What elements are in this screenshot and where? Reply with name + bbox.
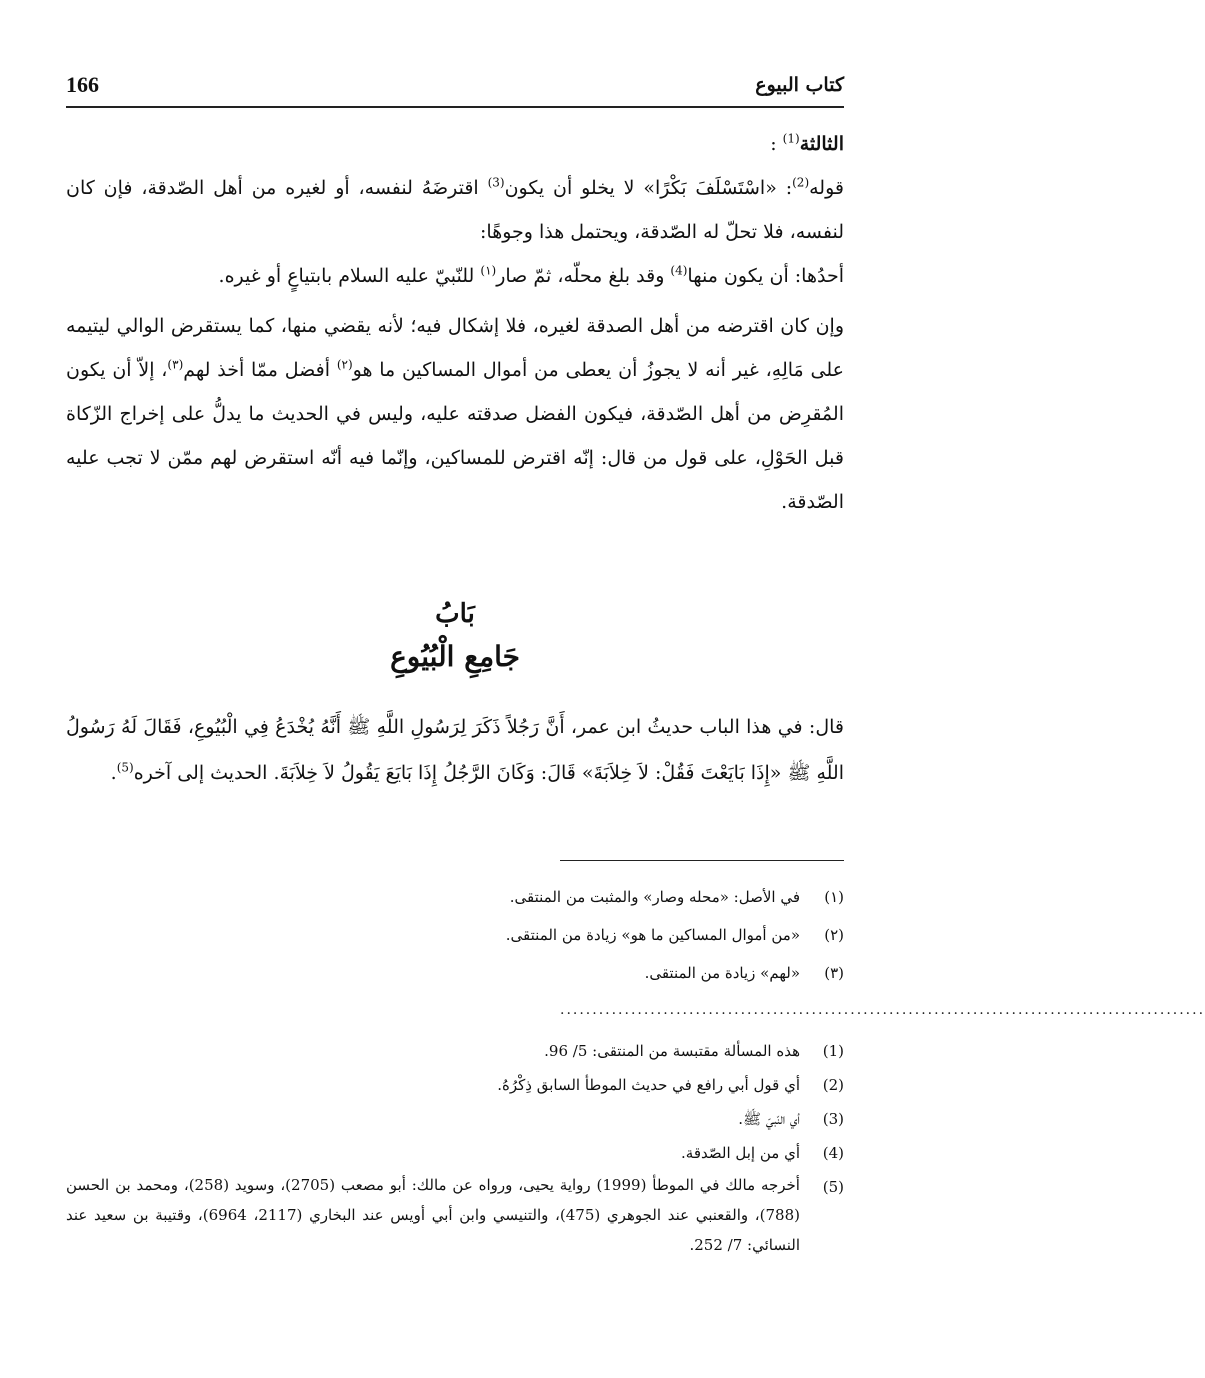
text-run: ، إلاّ أن يكون المُقرِض من أهل الصّدقة، فيكون الفضل صدقته عليه، وليس في الحديث ما يدلُّ على إخراج الزّكاة قبل الحَوْلِ، على قول من قال: إنّه اقترض للمساكين، وإنّما فيه أنّه استقرض لهم ممّن لا تجب عليه الصّدقة. (66, 359, 844, 513)
footnote-number: (5) (822, 1178, 844, 1196)
footnote-ref: (1) (782, 131, 800, 146)
text-run: قوله (809, 177, 844, 199)
footnote-text: أي من إبل الصّدقة. (681, 1144, 800, 1162)
footnote-text: أخرجه مالك في الموطأ (1999) رواية يحيى، ورواه عن مالك: أبو مصعب (2705)، وسويد (258)، ومحمد بن الحسن (788)، والقعنبي عند الجوهري (475)، والتنيسي وابن أبي أويس عند البخاري (2117، 6964)، وقتيبة بن سعيد عند النسائي: 7/ 252. (66, 1176, 800, 1254)
chapter-kind: بَابُ (435, 599, 475, 629)
hadith-text (66, 704, 844, 796)
chapter-heading (66, 594, 844, 680)
footnote-number: (٢) (824, 926, 844, 944)
footnote-number: (1) (822, 1042, 844, 1060)
footnote-text: في الأصل: «محله وصار» والمثبت من المنتقى. (509, 888, 800, 906)
text-run: : «اسْتَسْلَفَ بَكْرًا» لا يخلو أن يكون (504, 177, 793, 199)
text-run: وقد بلغ محلّه، ثمّ صار (496, 265, 671, 287)
footnote-item (66, 1170, 844, 1260)
section-heading (66, 122, 844, 166)
chapter-title: جَامِعِ الْبُيُوعِ (390, 640, 520, 673)
paragraph-2 (66, 254, 844, 298)
dotted-separator: .................................................................................................... (560, 1002, 1205, 1018)
footnote-ref: (٣) (167, 357, 184, 372)
text-run: . (110, 762, 117, 784)
paragraph-1 (66, 166, 844, 254)
text-run: اقترضَهُ لنفسه، أو لغيره من أهل الصّدقة، فإن كان لنفسه، فلا تحلّ له الصّدقة، ويحتمل هذا وجوهًا: (66, 177, 844, 243)
footnote-ref: (3) (487, 175, 505, 190)
footnote-number: (4) (822, 1144, 844, 1162)
footnote-ref: (4) (670, 263, 688, 278)
footnote-number: (١) (824, 888, 844, 906)
footnote-ref: (5) (116, 760, 134, 775)
footnote-item (66, 1136, 844, 1170)
footnote-separator (560, 860, 844, 861)
footnote-text: «من أموال المساكين ما هو» زيادة من المنتقى. (505, 926, 800, 944)
text-run: وإن كان اقترضه من أهل الصدقة لغيره، فلا إشكال فيه؛ لأنه يقضي منها، كما يستقرض الوالي ليتيمه على مَالِهِ، غير أنه لا يجوزُ أن يعطى من أموال المساكين ما هو (66, 315, 844, 381)
text-run: أحدُها: أن يكون منها (687, 265, 844, 287)
text-run: للنّبيّ عليه السلام بابتياعٍ أو غيره. (218, 265, 481, 287)
section-colon: : (770, 133, 777, 155)
footnote-item (66, 1034, 844, 1068)
editor-footnotes (66, 878, 844, 992)
footnote-item (66, 1068, 844, 1102)
footnote-item (66, 1102, 844, 1136)
footnote-ref: (١) (480, 263, 497, 278)
text-run: أفضل ممّا أخذ لهم (183, 359, 337, 381)
footnote-ref: (٢) (336, 357, 353, 372)
paragraph-3 (66, 304, 844, 524)
footnote-number: (3) (822, 1110, 844, 1128)
footnote-text: «لهم» زيادة من المنتقى. (644, 964, 800, 982)
footnote-item (66, 954, 844, 992)
footnote-number: (2) (822, 1076, 844, 1094)
hadith-paragraph (66, 704, 844, 796)
main-text (66, 122, 844, 524)
section-label: الثالثة (799, 133, 844, 155)
page-header (66, 70, 844, 108)
text-run: قال: في هذا الباب حديثُ ابن عمر، أَنَّ رَجُلاً ذَكَرَ لِرَسُولِ اللَّهِ ﷺ أَنَّهُ يُخْدَعُ فِي الْبُيُوعِ، فَقَالَ لَهُ رَسُولُ اللَّهِ ﷺ «إِذَا بَايَعْتَ فَقُلْ: لاَ خِلاَبَةَ» قَالَ: وَكَانَ الرَّجُلُ إِذَا بَايَعَ يَقُولُ لاَ خِلاَبَةَ. الحديث إلى آخره (66, 716, 844, 784)
footnote-text: أي قول أبي رافع في حديث الموطأ السابق ذِكْرُهُ. (497, 1076, 800, 1094)
footnote-text: أي النّبيّ ﷺ. (738, 1110, 800, 1128)
footnote-number: (٣) (824, 964, 844, 982)
footnote-item (66, 916, 844, 954)
footnote-text: هذه المسألة مقتبسة من المنتقى: 5/ 96. (544, 1042, 800, 1060)
page-number: 166 (66, 72, 99, 97)
footnote-item (66, 878, 844, 916)
footnote-ref: (2) (792, 175, 810, 190)
running-title: كتاب البيوع (755, 74, 844, 96)
author-footnotes (66, 1034, 844, 1260)
